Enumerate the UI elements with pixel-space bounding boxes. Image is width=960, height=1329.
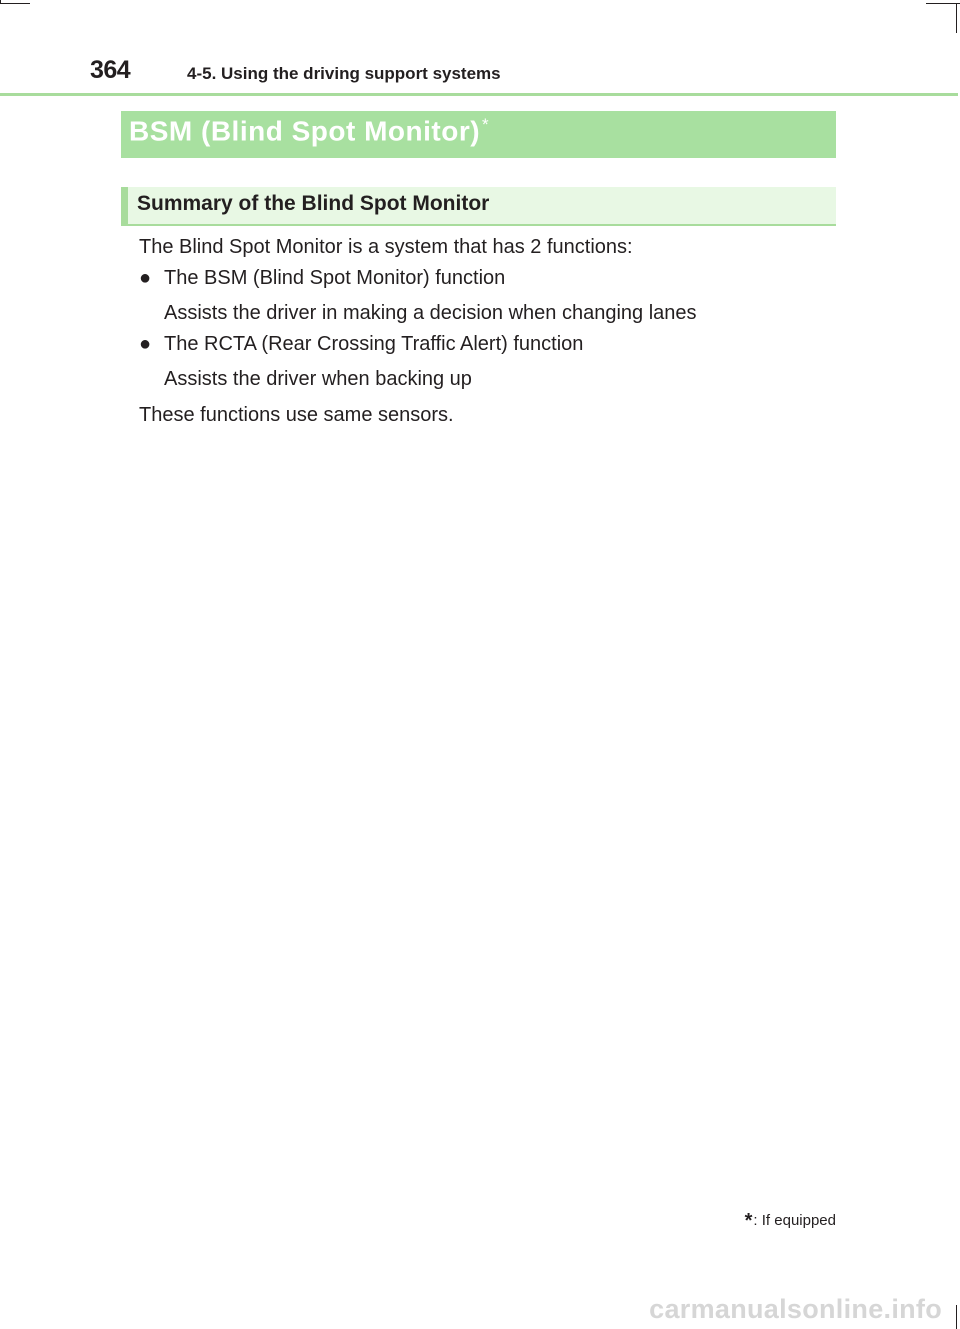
bullet-title: The BSM (Blind Spot Monitor) function (164, 267, 506, 289)
page-number: 364 (90, 56, 131, 84)
crop-mark-top-right-horizontal (926, 3, 960, 4)
header-rule (0, 93, 958, 96)
closing-paragraph: These functions use same sensors. (139, 404, 454, 426)
page-title-text: BSM (Blind Spot Monitor) (129, 115, 481, 147)
bullet-icon: ● (139, 267, 152, 289)
bullet-title: The RCTA (Rear Crossing Traffic Alert) function (164, 333, 584, 355)
bullet-icon: ● (139, 333, 152, 355)
crop-mark-bottom-right-vertical (956, 1305, 957, 1329)
section-path: 4-5. Using the driving support systems (187, 64, 501, 83)
intro-paragraph: The Blind Spot Monitor is a system that has 2 functions: (139, 236, 633, 258)
equipped-marker: * (482, 115, 490, 134)
title-band (121, 111, 836, 158)
footnote-marker: * (744, 1210, 753, 1232)
page-title (129, 115, 489, 147)
footnote (745, 1210, 836, 1233)
footnote-text: : If equipped (753, 1212, 836, 1229)
subheading: Summary of the Blind Spot Monitor (137, 192, 490, 215)
subheading-band (121, 187, 836, 226)
crop-mark-top-right-vertical (956, 3, 957, 33)
crop-mark-top-left-horizontal (0, 3, 30, 4)
bullet-detail: Assists the driver in making a decision when changing lanes (164, 302, 697, 324)
watermark: carmanualsonline.info (649, 1294, 942, 1324)
subheading-accent-bar (121, 187, 128, 224)
bullet-detail: Assists the driver when backing up (164, 368, 472, 390)
